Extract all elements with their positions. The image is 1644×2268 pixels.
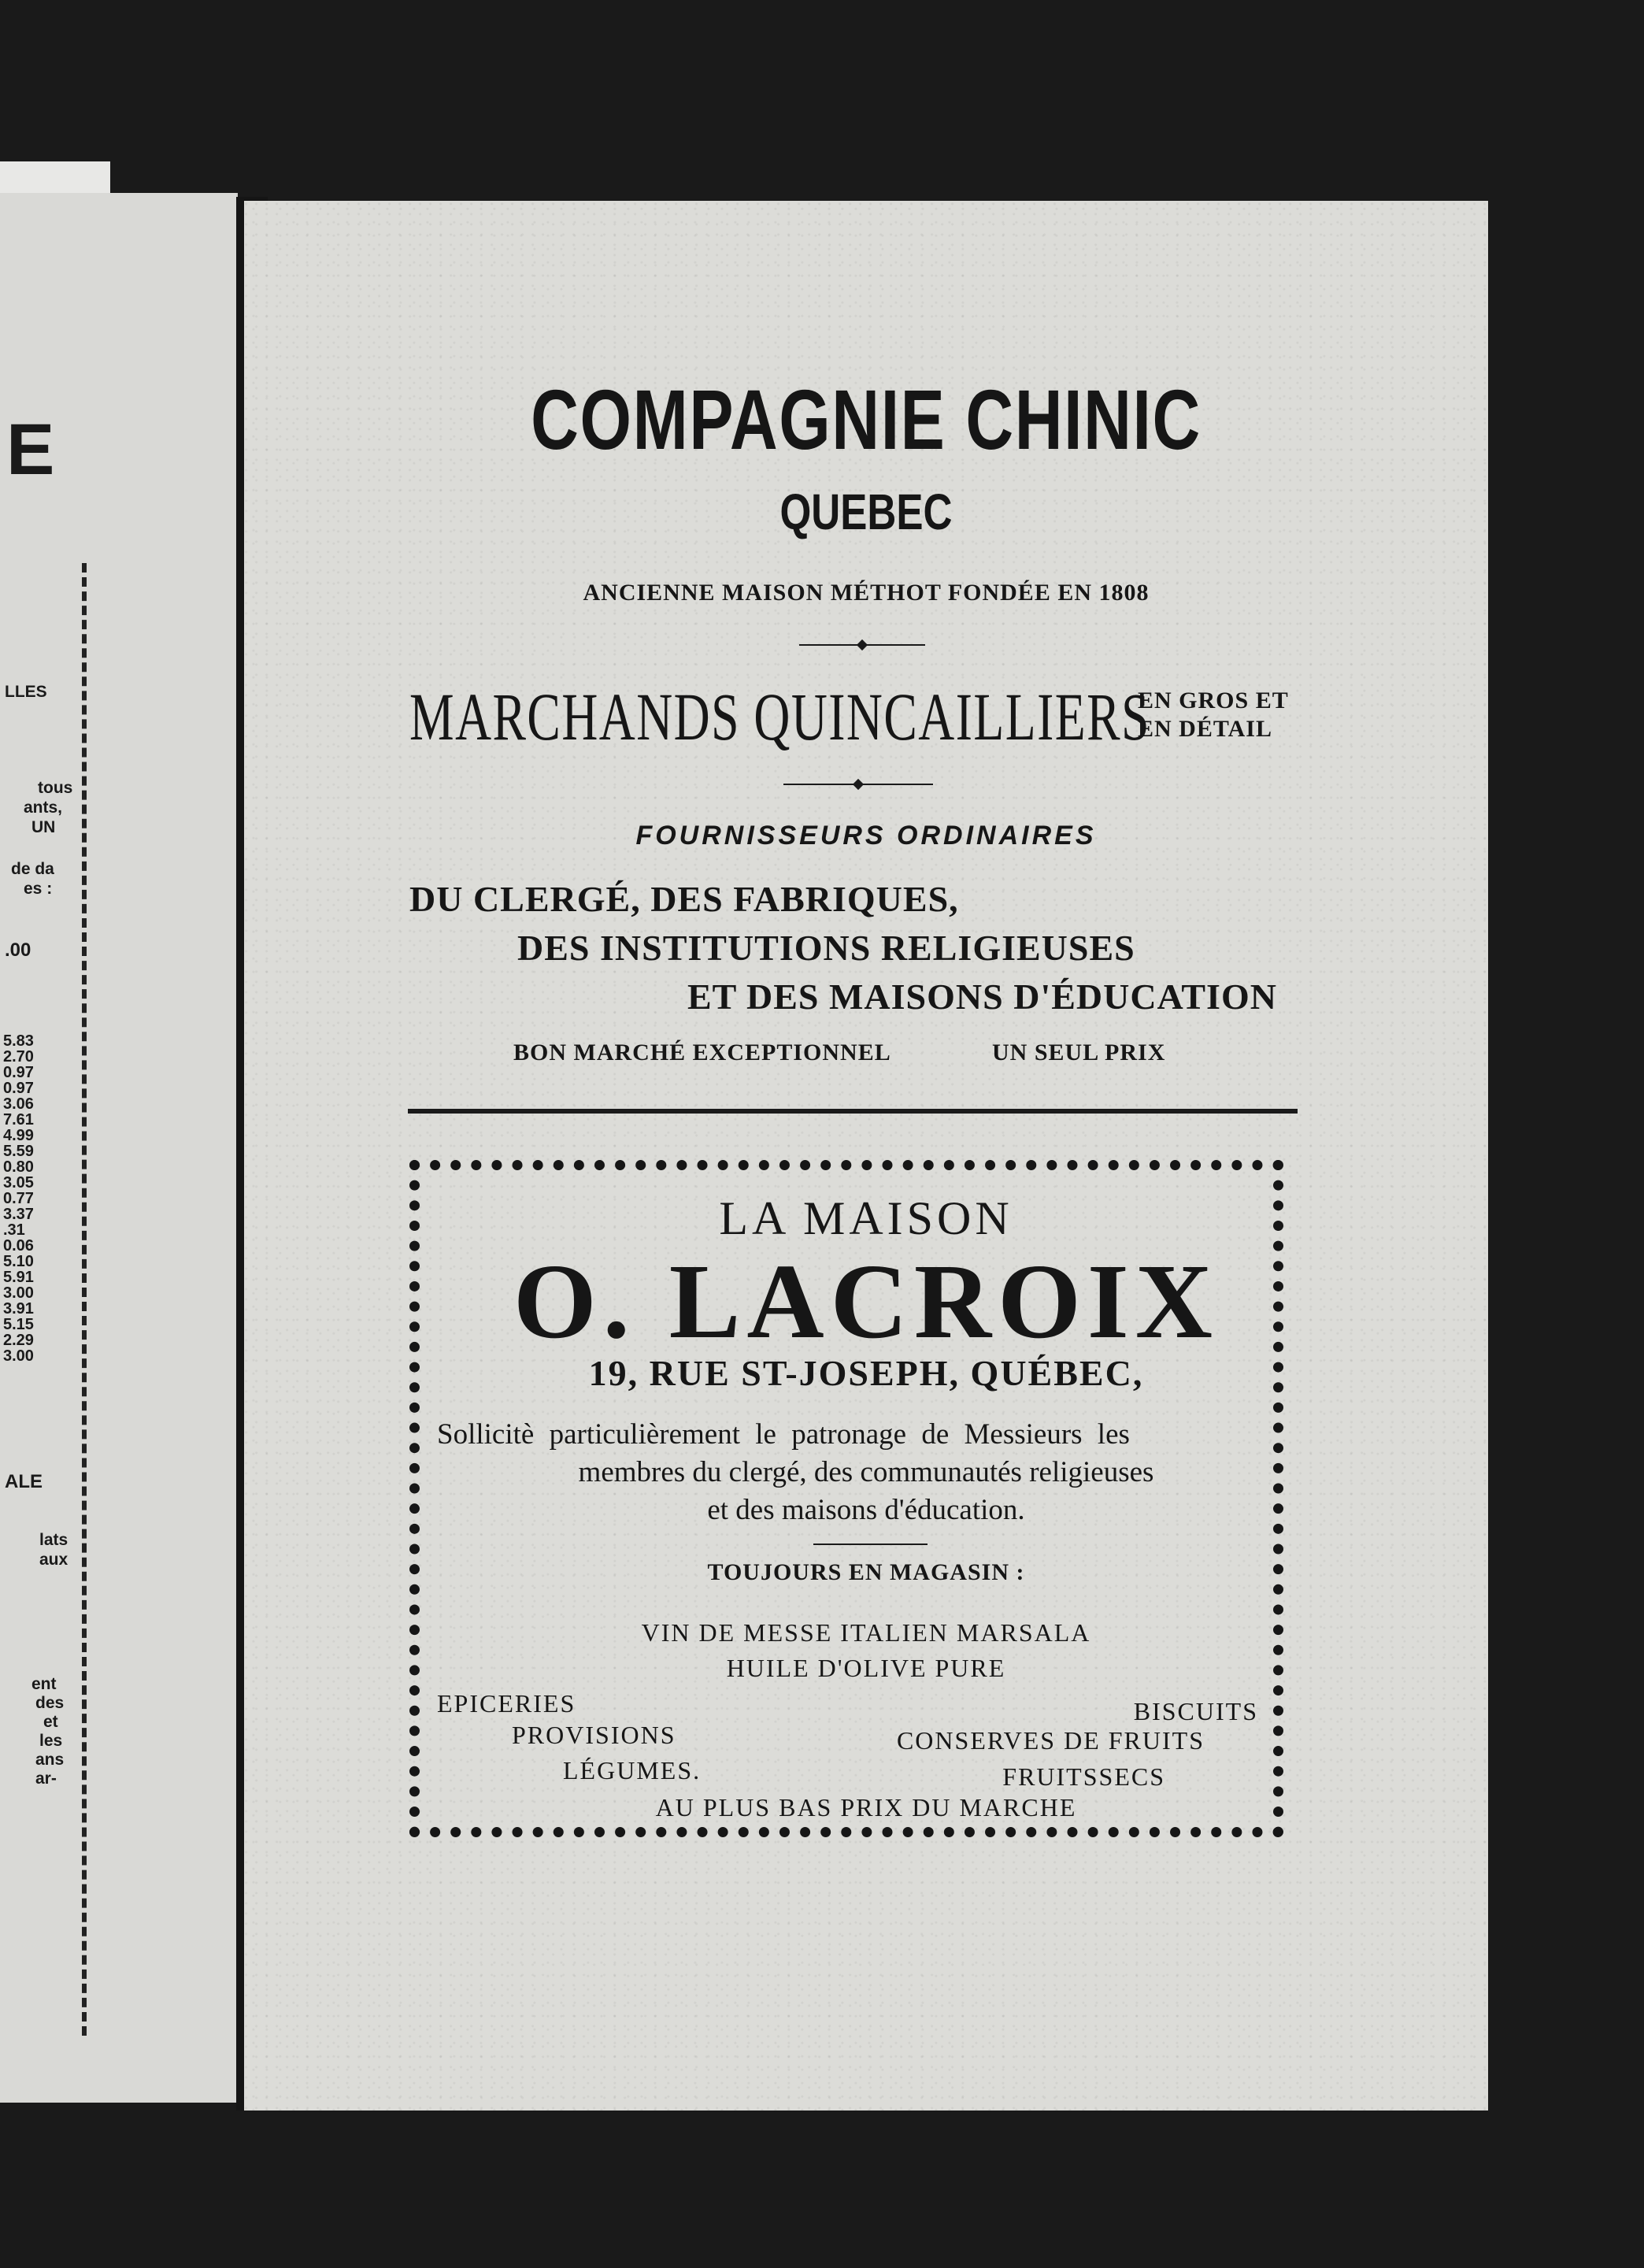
slogan-cheap: BON MARCHÉ EXCEPTIONNEL [513,1040,891,1065]
left-fragment: des [35,1694,65,1712]
left-fragment: aux [39,1551,68,1569]
left-fragment: et [43,1713,58,1731]
founded-line: ANCIENNE MAISON MÉTHOT FONDÉE EN 1808 [583,580,1150,606]
left-fragment: tous [38,779,73,797]
left-number-column: 5.83 2.70 0.97 0.97 3.06 7.61 4.99 5.59 0.80 3.05 0.77 3.37 .31 0.06 5.10 5.91 3.00 3.91 5.15 2.29 3.00 [3,1032,34,1365]
lacroix-text-2: membres du clergé, des communautés religieuses [578,1456,1154,1488]
lacroix-text-3: et des maisons d'éducation. [707,1494,1025,1526]
suppliers-heading: FOURNISSEURS ORDINAIRES [635,821,1097,850]
left-fragment: de da [11,860,54,878]
left-big-letter: E [6,410,55,490]
left-fragment: ants, [24,799,63,817]
advertisement-page [244,201,1488,2110]
lacroix-address: 19, RUE ST-JOSEPH, QUÉBEC, [588,1353,1144,1393]
clients-line-3: ET DES MAISONS D'ÉDUCATION [687,976,1277,1017]
left-fragment: LLES [5,683,47,701]
left-fragment: ALE [5,1471,43,1492]
company-city: QUEBEC [779,484,953,540]
item-wine: VIN DE MESSE ITALIEN MARSALA [641,1618,1091,1647]
clients-line-2: DES INSTITUTIONS RELIGIEUSES [517,928,1135,968]
left-fragment: ar- [35,1770,57,1788]
trade-detail: EN DÉTAIL [1138,716,1272,742]
trade-note [1138,687,1289,743]
left-fragment: ent [31,1675,57,1693]
item-biscuits: BISCUITS [1133,1697,1258,1725]
item-vegetables: LÉGUMES. [563,1756,702,1784]
item-price: AU PLUS BAS PRIX DU MARCHE [655,1793,1077,1821]
item-provisions: PROVISIONS [512,1721,676,1749]
ornamental-rule [783,784,933,785]
left-fragment: lats [39,1531,68,1549]
item-grocery: EPICERIES [437,1689,576,1718]
clients-line-1: DU CLERGÉ, DES FABRIQUES, [409,879,959,919]
trade-heading: MARCHANDS QUINCAILLIERS [409,679,1150,754]
lacroix-name: O. LACROIX [513,1243,1220,1361]
lacroix-heading: LA MAISON [719,1192,1013,1244]
left-fragment: ans [35,1751,65,1769]
item-dried-fruit: FRUITSSECS [1002,1762,1165,1791]
left-fragment: .00 [5,939,31,961]
item-preserves: CONSERVES DE FRUITS [896,1726,1205,1755]
trade-gros: EN GROS ET [1138,687,1289,713]
company-title: COMPAGNIE CHINIC [531,372,1202,467]
left-fragment: UN [31,818,56,836]
small-rule [813,1544,928,1545]
ornamental-rule [799,644,925,646]
left-fragment: es : [24,880,53,898]
left-fragment: les [39,1732,63,1750]
section-divider [408,1109,1298,1114]
lacroix-text-1: Sollicitè particulièrement le patronage de Messieurs les [437,1418,1130,1451]
item-oil: HUILE D'OLIVE PURE [726,1654,1006,1682]
slogan-one-price: UN SEUL PRIX [992,1040,1166,1065]
stock-heading: TOUJOURS EN MAGASIN : [707,1559,1025,1585]
